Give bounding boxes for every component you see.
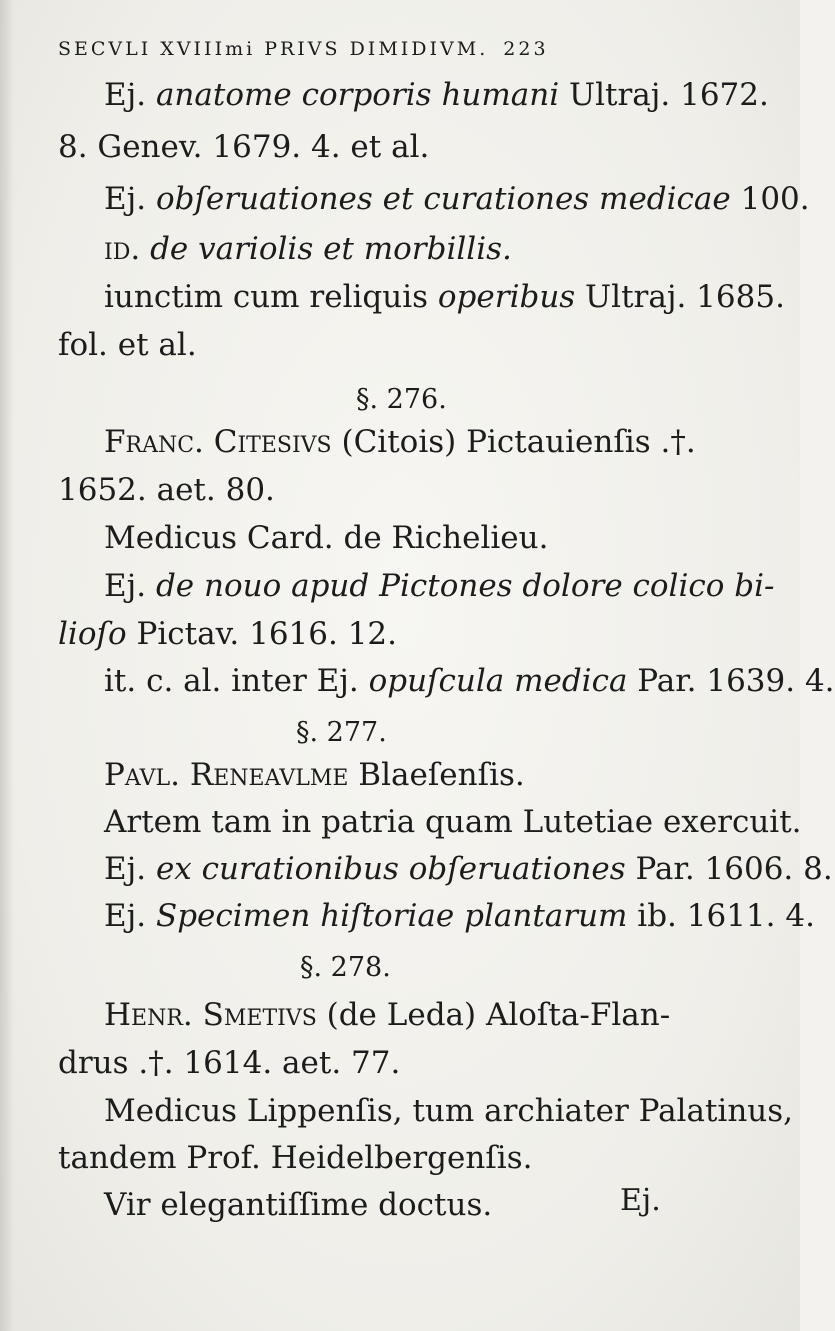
title-text: anatome corporis humani	[155, 77, 560, 113]
text-line	[104, 663, 835, 699]
text-fragment: §. 276.	[356, 384, 447, 415]
text-fragment: tandem Prof. Heidelbergenſis.	[58, 1140, 533, 1176]
text-fragment: §. 278.	[300, 952, 391, 983]
text-fragment: Par. 1639. 4.	[627, 663, 835, 699]
author-name: id	[104, 231, 131, 267]
text-line	[104, 997, 671, 1033]
text-fragment: Vir elegantiſſime doctus.	[104, 1187, 493, 1223]
text-line	[58, 472, 275, 508]
text-fragment: Ej.	[104, 898, 156, 934]
text-line	[104, 520, 549, 556]
text-fragment: Ultraj. 1672.	[559, 77, 769, 113]
section-number	[356, 384, 447, 415]
author-name: Franc. Citesivs	[104, 424, 332, 460]
text-line	[104, 1187, 493, 1223]
text-fragment: ib. 1611. 4.	[627, 898, 815, 934]
text-line	[58, 1140, 533, 1176]
text-line	[58, 129, 430, 165]
text-fragment: .	[130, 231, 151, 267]
text-fragment: iunctim cum reliquis	[104, 279, 438, 315]
text-fragment: drus .†. 1614. aet. 77.	[58, 1045, 401, 1081]
text-line	[104, 757, 525, 793]
text-line	[58, 327, 197, 363]
section-number	[300, 952, 391, 983]
text-fragment: 8. Genev. 1679. 4. et al.	[58, 129, 430, 165]
title-text: de variolis et morbillis.	[150, 231, 512, 267]
text-fragment: Blaeſenſis.	[348, 757, 525, 793]
author-name: Henr. Smetivs	[104, 997, 317, 1033]
text-fragment: (de Leda) Aloſta-Flan-	[316, 997, 671, 1033]
text-fragment: Ultraj. 1685.	[575, 279, 785, 315]
title-text: obſeruationes et curationes medicae	[155, 181, 731, 217]
title-text: de nouo apud Pictones dolore colico bi-	[155, 568, 775, 604]
text-line	[104, 181, 810, 217]
title-text: opuſcula medica	[368, 663, 628, 699]
text-line	[104, 77, 769, 113]
text-fragment: it. c. al. inter Ej.	[104, 663, 369, 699]
text-line	[58, 1045, 401, 1081]
title-text: operibus	[437, 279, 576, 315]
text-line	[104, 279, 785, 315]
text-fragment: Ej.	[104, 181, 156, 217]
text-line	[58, 616, 398, 652]
text-fragment: fol. et al.	[58, 327, 197, 363]
text-line	[104, 568, 775, 604]
text-line	[104, 804, 802, 840]
text-line	[104, 231, 512, 267]
title-text: lioſo	[58, 616, 127, 652]
text-line	[104, 851, 833, 887]
text-fragment: Pictav. 1616. 12.	[126, 616, 398, 652]
title-text: Specimen hiſtoriae plantarum	[155, 898, 628, 934]
title-text: ex curationibus obſeruationes	[155, 851, 626, 887]
text-line	[104, 424, 696, 460]
text-fragment: Medicus Card. de Richelieu.	[104, 520, 549, 556]
author-name: Pavl. Reneavlme	[104, 757, 349, 793]
header-title: SECVLI XVIIImi PRIVS DIMIDIVM.	[58, 38, 489, 60]
section-number	[296, 717, 387, 748]
running-header	[58, 38, 658, 60]
text-line	[104, 1093, 794, 1129]
text-fragment: Artem tam in patria quam Lutetiae exercuit.	[104, 804, 802, 840]
page-edge-shadow	[0, 0, 14, 1331]
text-fragment: 100.	[730, 181, 810, 217]
text-fragment: Medicus Lippenſis, tum archiater Palatinus,	[104, 1093, 794, 1129]
page-number: 223	[503, 38, 549, 60]
text-fragment: (Citois) Pictauienſis .†.	[331, 424, 696, 460]
text-fragment: Ej.	[104, 77, 156, 113]
catchword: Ej.	[620, 1183, 661, 1218]
text-fragment: Ej.	[104, 851, 156, 887]
text-fragment: Par. 1606. 8.	[625, 851, 833, 887]
text-fragment: §. 277.	[296, 717, 387, 748]
text-fragment: Ej.	[104, 568, 156, 604]
text-fragment: 1652. aet. 80.	[58, 472, 275, 508]
text-line	[104, 898, 815, 934]
